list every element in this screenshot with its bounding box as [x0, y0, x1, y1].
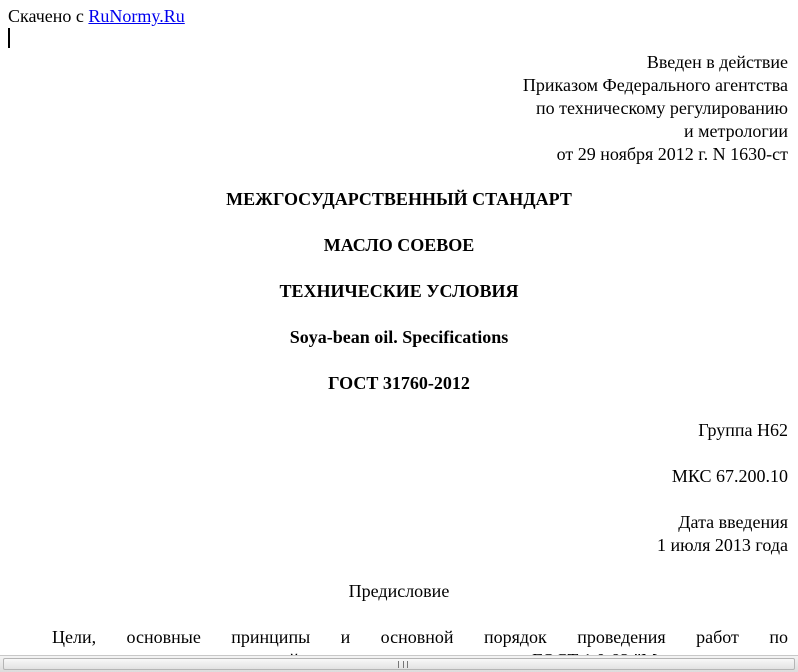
- english-title: Soya-bean oil. Specifications: [289, 327, 509, 347]
- standard-code: ГОСТ 31760-2012: [328, 373, 470, 393]
- grip-icon: [398, 661, 408, 668]
- standard-type-title: МЕЖГОСУДАРСТВЕННЫЙ СТАНДАРТ: [226, 189, 572, 209]
- approval-line-4: и метрологии: [684, 121, 788, 141]
- source-link[interactable]: RuNormy.Ru: [88, 6, 185, 26]
- approval-line-3: по техническому регулированию: [535, 98, 788, 118]
- date-value: 1 июля 2013 года: [657, 535, 788, 555]
- source-line: [8, 6, 185, 26]
- product-title: МАСЛО СОЕВОЕ: [323, 235, 475, 255]
- preface-paragraph-line-1: Цели, основные принципы и основной порядок проведения работ по: [52, 627, 788, 647]
- approval-line-5: от 29 ноября 2012 г. N 1630-ст: [556, 144, 788, 164]
- group-code: Группа Н62: [698, 420, 788, 440]
- mks-code: МКС 67.200.10: [671, 466, 788, 486]
- text-cursor: [8, 28, 10, 48]
- horizontal-scrollbar[interactable]: [0, 655, 798, 672]
- approval-line-1: Введен в действие: [646, 52, 788, 72]
- approval-line-2: Приказом Федерального агентства: [522, 75, 788, 95]
- source-prefix: Скачено с: [8, 6, 84, 26]
- spec-title: ТЕХНИЧЕСКИЕ УСЛОВИЯ: [279, 281, 519, 301]
- scrollbar-thumb[interactable]: [3, 658, 795, 670]
- date-label: Дата введения: [678, 512, 788, 532]
- preface-heading: Предисловие: [348, 581, 450, 601]
